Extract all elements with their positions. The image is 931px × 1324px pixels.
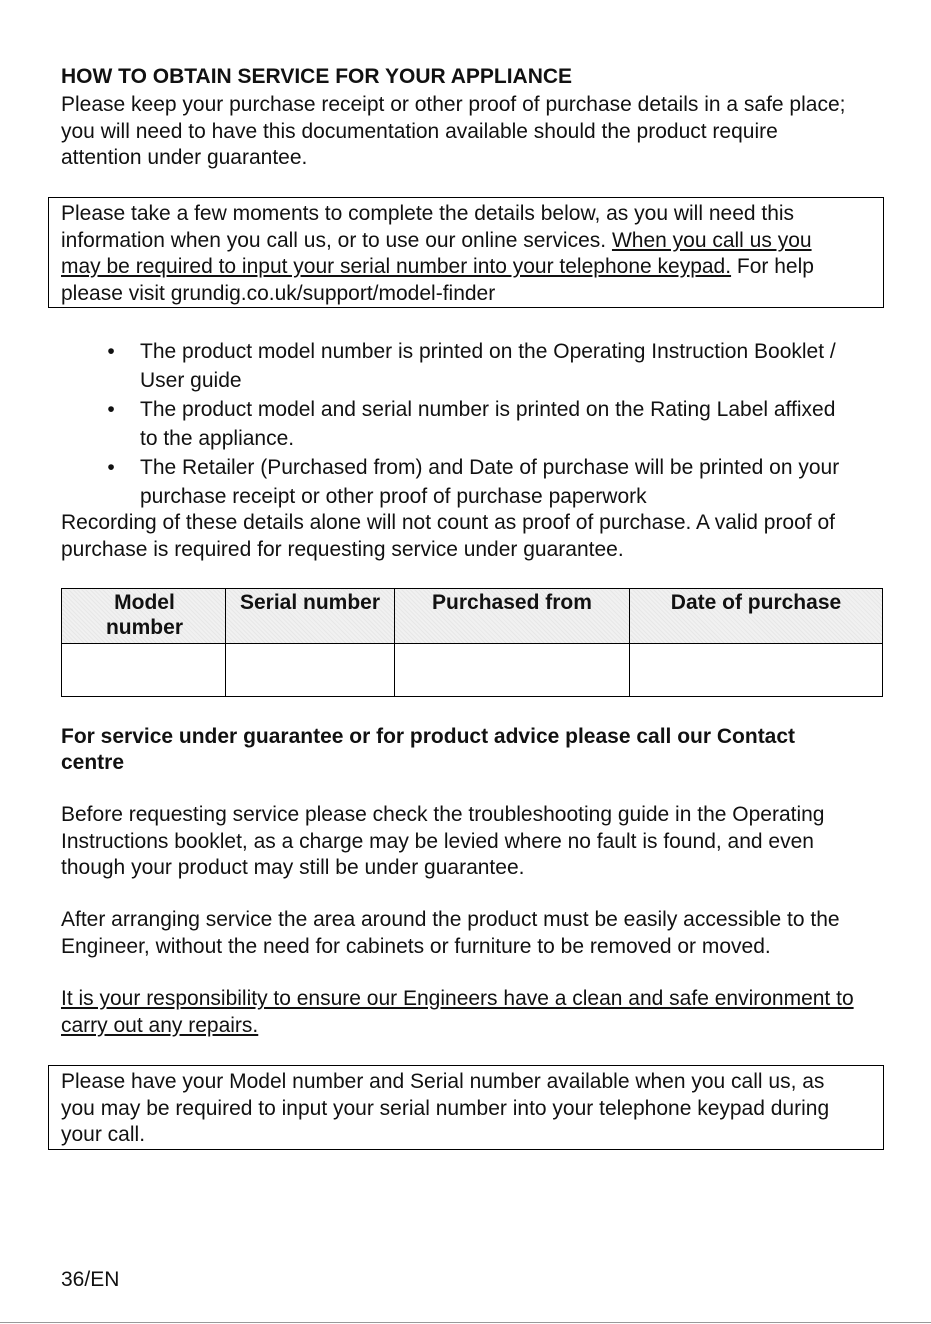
date-of-purchase-cell[interactable] bbox=[630, 644, 883, 697]
notice-text: information when you call us, or to use our online services. bbox=[61, 228, 612, 252]
model-number-cell[interactable] bbox=[62, 644, 226, 697]
bullet-icon: • bbox=[107, 456, 115, 479]
intro-line: you will need to have this documentation available should the product require bbox=[61, 119, 778, 143]
contact-heading bbox=[61, 724, 891, 776]
notice-line bbox=[61, 254, 871, 281]
column-header-serial-number: Serial number bbox=[226, 589, 395, 644]
page-heading: HOW TO OBTAIN SERVICE FOR YOUR APPLIANCE bbox=[61, 65, 573, 88]
paragraph-line bbox=[61, 1013, 891, 1040]
paragraph-line: though your product may still be under guarantee. bbox=[61, 856, 525, 879]
responsibility-underlined-text: carry out any repairs. bbox=[61, 1013, 259, 1037]
notice-line bbox=[61, 228, 871, 255]
paragraph-line: Before requesting service please check the troubleshooting guide in the Operating bbox=[61, 803, 825, 826]
list-item bbox=[61, 453, 891, 511]
list-item bbox=[61, 337, 891, 395]
notice-underlined-text: may be required to input your serial number into your telephone keypad. bbox=[61, 255, 732, 278]
intro-paragraph bbox=[61, 92, 891, 172]
bullet-icon: • bbox=[107, 340, 115, 363]
paragraph-line bbox=[61, 986, 891, 1013]
before-paragraph bbox=[61, 802, 891, 882]
responsibility-underlined-text: It is your responsibility to ensure our Engineers have a clean and safe environment to bbox=[61, 987, 854, 1010]
list-item-line: The product model and serial number is printed on the Rating Label affixed bbox=[140, 398, 836, 421]
after-paragraph bbox=[61, 907, 891, 960]
purchased-from-cell[interactable] bbox=[395, 644, 630, 697]
paragraph-line: After arranging service the area around the product must be easily accessible to the bbox=[61, 908, 840, 931]
list-item-line: purchase receipt or other proof of purchase paperwork bbox=[140, 485, 647, 508]
recording-line: purchase is required for requesting service under guarantee. bbox=[61, 537, 624, 561]
notice-underlined-text: When you call us you bbox=[611, 228, 812, 252]
responsibility-paragraph bbox=[61, 986, 891, 1039]
list-item bbox=[61, 395, 891, 453]
notice-line: Please take a few moments to complete the details below, as you will need this bbox=[61, 202, 795, 225]
contact-heading-line: centre bbox=[61, 751, 125, 774]
page-bottom-divider bbox=[0, 1322, 931, 1323]
list-item-line: to the appliance. bbox=[140, 427, 295, 450]
notice-line: your call. bbox=[61, 1123, 146, 1146]
list-item-line: The product model number is printed on the Operating Instruction Booklet / bbox=[140, 340, 836, 363]
serial-number-cell[interactable] bbox=[226, 644, 395, 697]
intro-line: Please keep your purchase receipt or other proof of purchase details in a safe place; bbox=[61, 93, 846, 116]
notice-line: Please have your Model number and Serial number available when you call us, as bbox=[61, 1070, 825, 1093]
details-notice-box bbox=[48, 197, 884, 308]
paragraph-line: Engineer, without the need for cabinets or furniture to be removed or moved. bbox=[61, 934, 771, 958]
column-header-date-of-purchase: Date of purchase bbox=[630, 589, 883, 644]
list-item-line: User guide bbox=[140, 369, 242, 392]
notice-text: For help bbox=[731, 255, 814, 278]
call-notice-box bbox=[48, 1065, 884, 1150]
intro-line: attention under guarantee. bbox=[61, 146, 308, 169]
column-header-model-number: Model number bbox=[62, 589, 226, 644]
notice-line: please visit grundig.co.uk/support/model-finder bbox=[61, 281, 496, 305]
contact-heading-line: For service under guarantee or for product advice please call our Contact bbox=[61, 725, 796, 748]
recording-line: Recording of these details alone will not count as proof of purchase. A valid proof of bbox=[61, 511, 835, 534]
paragraph-line: Instructions booklet, as a charge may be levied where no fault is found, and even bbox=[61, 829, 814, 853]
purchase-details-table bbox=[61, 588, 883, 697]
bullet-icon: • bbox=[107, 398, 115, 421]
notice-line: you may be required to input your serial number into your telephone keypad during bbox=[61, 1096, 830, 1120]
page-number: 36/EN bbox=[61, 1268, 120, 1291]
column-header-purchased-from: Purchased from bbox=[395, 589, 630, 644]
bullet-list bbox=[61, 337, 891, 511]
recording-paragraph bbox=[61, 510, 891, 563]
list-item-line: The Retailer (Purchased from) and Date of purchase will be printed on your bbox=[140, 456, 840, 479]
table-row bbox=[62, 644, 883, 697]
table-header-row bbox=[62, 589, 883, 644]
